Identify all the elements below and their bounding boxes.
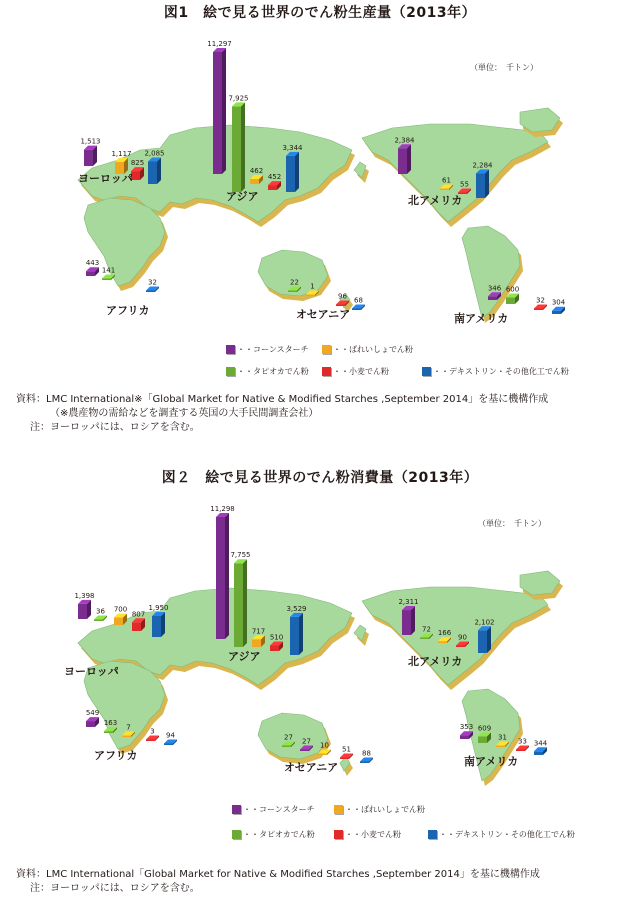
legend-swatch-dextrin [428,830,437,839]
region-label: 南アメリカ [454,312,509,325]
bar-front [84,150,93,166]
value-label: 462 [249,167,264,176]
figure-2 [0,465,640,897]
value-label: 11,297 [207,39,232,48]
bar-front [420,638,429,640]
bar-front [336,305,345,307]
bar-corn [460,723,473,739]
value-label: 163 [103,719,118,728]
bar-dextrin [164,732,177,746]
value-label: 31 [498,733,507,742]
bar-side [225,513,229,639]
value-label: 304 [551,298,566,307]
land-shape [362,124,548,222]
value-label: 11,298 [210,504,235,513]
legend-tapioca-label: ・・タピオカでん粉 [243,830,315,839]
bar-wheat [340,746,353,760]
bar-corn [86,259,99,276]
source-line: 資料：LMC International※「Global Market for Native & Modified Starches ,September 2014」を基に機構作成 [16,394,549,405]
value-label: 32 [536,296,545,305]
bar-front [216,517,225,639]
legend-potato-label: ・・ばれいしょでん粉 [333,345,413,354]
value-label: 96 [338,292,347,301]
bar-dextrin [534,739,548,755]
value-label: 36 [96,607,105,616]
figure-1-unit: （単位： 千トン） [470,63,538,72]
figure-1-title: 図1 絵で見る世界のでん粉生産量（2013年） [163,5,477,21]
bar-potato [114,605,127,625]
value-label: 2,384 [394,136,415,145]
legend-tapioca [232,830,315,840]
value-label: 2,102 [474,618,495,627]
value-label: 717 [251,627,266,636]
bar-front [478,736,487,743]
bar-side [487,626,491,653]
bar-wheat [132,610,145,631]
land-shape [362,587,548,685]
value-label: 90 [458,633,467,642]
bar-front [250,179,259,184]
value-label: 452 [267,173,282,182]
bar-front [478,630,487,653]
bar-front [506,298,515,304]
bar-front [438,641,447,643]
value-label: 22 [290,278,299,287]
bar-front [252,639,261,647]
source-line: 資料：LMC International「Global Market for Native & Modified Starches ,September 2014」を基に機構作成 [16,869,540,880]
region-label: 北アメリカ [408,194,463,207]
value-label: 2,284 [472,161,493,170]
value-label: 61 [442,176,451,185]
bar-front [456,646,465,648]
figure-1 [0,0,640,445]
legend-tapioca-label: ・・タピオカでん粉 [237,367,309,376]
bar-front [318,754,327,756]
bar-dextrin [552,299,566,314]
value-label: 7,925 [228,94,249,103]
source-line: （※農産物の需給などを調査する英国の大手民間調査会社） [50,408,319,419]
legend-swatch-tapioca [226,367,235,376]
figure-2-unit: （単位： 千トン） [478,519,546,528]
bar-front [232,106,241,192]
value-label: 549 [85,709,100,718]
legend-swatch-corn [232,805,241,814]
figure-2-title: 図２ 絵で見る世界のでん粉消費量（2013年） [161,470,479,486]
bar-tapioca [94,608,107,622]
bar-front [94,620,103,622]
value-label: 825 [130,159,145,168]
region-label: 北アメリカ [408,655,463,668]
value-label: 1,117 [111,149,132,158]
bar-side [243,559,247,647]
legend-wheat [334,830,401,840]
value-label: 7 [126,723,131,732]
value-label: 1,398 [74,591,95,600]
value-label: 3,344 [282,143,303,152]
region-label: ヨーロッパ [78,172,133,185]
legend-swatch-dextrin [422,367,431,376]
land-shape [462,226,520,318]
bar-dextrin [360,750,373,764]
bar-front [534,309,543,311]
bar-corn [74,592,94,619]
bar-front [114,617,123,625]
value-label: 3,529 [286,604,307,613]
legend-potato [322,345,413,355]
bar-wheat [516,738,529,752]
legend-corn [226,345,309,355]
value-label: 166 [437,629,452,638]
bar-front [534,751,543,755]
bar-front [352,309,361,311]
value-label: 141 [101,266,116,275]
bar-front [102,278,111,280]
bar-side [295,152,299,192]
value-label: 3 [150,727,155,736]
value-label: 1,950 [148,603,169,612]
bar-front [402,610,411,635]
bar-front [86,721,95,727]
bar-front [146,740,155,742]
bar-front [460,735,469,739]
legend-corn-label: ・・コーンスターチ [237,345,309,354]
value-label: 7,755 [230,551,251,560]
bar-front [164,744,173,746]
legend-swatch-corn [226,345,235,354]
value-label: 344 [533,739,548,748]
note-line: 注：ヨーロッパには、ロシアを含む。 [30,883,200,894]
bar-side [411,606,415,635]
bar-dextrin [146,279,159,293]
value-label: 68 [354,296,363,305]
bar-dextrin [352,297,365,311]
legend-tapioca [226,367,309,377]
value-label: 72 [422,625,431,634]
bar-front [268,185,277,190]
bar-side [485,169,489,198]
bar-front [270,645,279,651]
bar-front [340,758,349,760]
value-label: 510 [269,633,284,642]
bar-side [222,48,226,174]
legend-corn-label: ・・コーンスターチ [243,805,315,814]
bar-front [476,173,485,198]
bar-front [290,617,299,655]
legend-swatch-tapioca [232,830,241,839]
bar-front [86,271,95,276]
bar-front [122,736,131,738]
bar-front [398,148,407,174]
value-label: 27 [284,733,293,742]
value-label: 443 [85,259,100,268]
bar-front [288,291,297,293]
bar-corn [86,709,99,727]
bar-wheat [131,159,144,180]
legend-swatch-potato [322,345,331,354]
bar-front [282,746,291,748]
legend-corn [232,805,315,815]
bar-front [516,750,525,752]
legend-dextrin [428,830,575,840]
bar-front [152,616,161,637]
bar-front [104,731,113,733]
bar-front [440,189,449,191]
legend-potato-label: ・・ばれいしょでん粉 [345,805,425,814]
bar-front [148,161,157,184]
bar-wheat [534,297,547,311]
region-label: 南アメリカ [464,755,519,768]
value-label: 1,513 [80,137,101,146]
bar-front [496,746,505,748]
value-label: 600 [505,285,520,294]
value-label: 807 [131,610,146,619]
bar-front [488,296,497,300]
bar-front [78,604,87,619]
region-label: オセアニア [296,308,351,321]
legend-swatch-potato [334,805,343,814]
region-label: アジア [226,190,259,203]
note-line: 注：ヨーロッパには、ロシアを含む。 [30,422,200,433]
bar-side [241,102,245,192]
region-label: ヨーロッパ [64,665,119,678]
value-label: 1 [310,282,315,291]
value-label: 353 [459,723,474,732]
legend-wheat [322,367,389,377]
bar-front [360,762,369,764]
bar-side [157,157,161,184]
value-label: 2,085 [144,149,165,158]
bar-front [146,291,155,293]
value-label: 609 [477,724,492,733]
value-label: 10 [320,741,329,750]
legend-dextrin-label: ・・デキストリン・その他化工でん粉 [433,367,569,376]
legend-swatch-wheat [322,367,331,376]
legend-wheat-label: ・・小麦でん粉 [333,367,389,376]
bar-front [234,563,243,647]
region-label: オセアニア [284,761,339,774]
figure-2-map-chart [0,465,640,795]
region-label: アジア [228,650,261,663]
bar-side [299,613,303,655]
region-label: アフリカ [106,304,150,317]
value-label: 33 [518,737,527,746]
legend-wheat-label: ・・小麦でん粉 [345,830,401,839]
bar-side [161,612,165,637]
bar-front [300,750,309,752]
value-label: 346 [487,284,502,293]
figure-1-map-chart [0,0,640,330]
value-label: 94 [166,731,175,740]
value-label: 2,311 [398,598,419,607]
bar-front [552,311,561,314]
bar-front [286,156,295,192]
legend-swatch-wheat [334,830,343,839]
bar-front [306,295,315,297]
value-label: 700 [113,605,128,614]
value-label: 51 [342,745,351,754]
bar-side [407,144,411,174]
legend-dextrin [422,367,569,377]
bar-corn [80,138,100,166]
legend-dextrin-label: ・・デキストリン・その他化工でん粉 [439,830,575,839]
region-label: アフリカ [94,749,138,762]
value-label: 32 [148,278,157,287]
value-label: 88 [362,749,371,758]
bar-front [132,622,141,631]
value-label: 27 [302,737,311,746]
value-label: 55 [460,180,469,189]
legend-potato [334,805,425,815]
bar-front [213,52,222,174]
